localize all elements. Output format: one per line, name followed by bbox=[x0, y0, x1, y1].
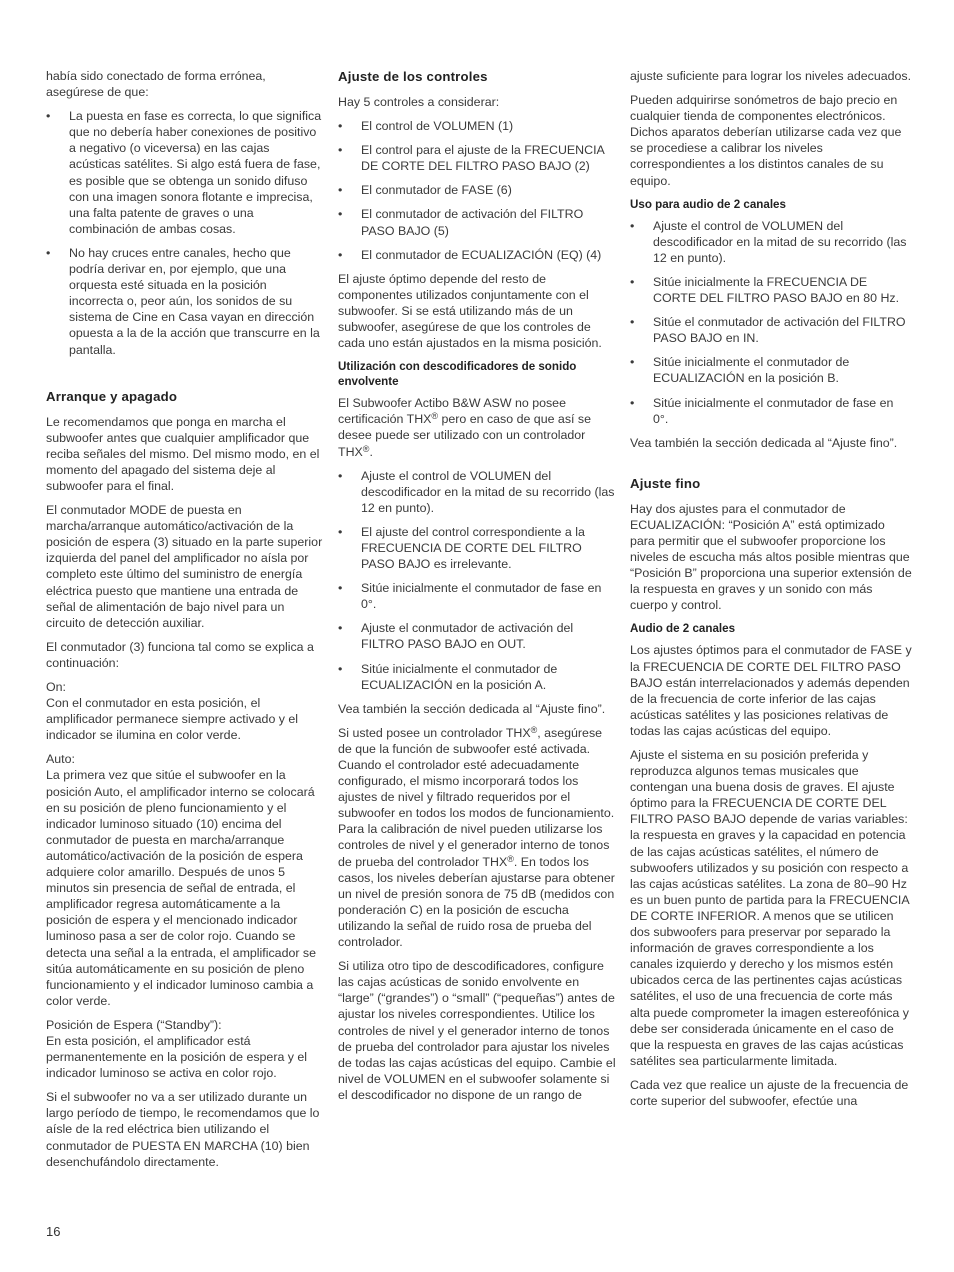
list-item: • La puesta en fase es correcta, lo que significa que no debería haber conexiones de positivo a negativo (o viceversa) en las cajas acústicas satélites. Si algo está fuera de fase, es posible que se obtenga un sonido difuso con una imagen sonora flotante e imprecisa, una falta patente de graves o una combinación de ambas cosas. bbox=[46, 108, 324, 237]
list-item: • Ajuste el control de VOLUMEN del descodificador en la mitad de su recorrido (las 12 en punto). bbox=[630, 218, 912, 266]
list-item: • El ajuste del control correspondiente a la FRECUENCIA DE CORTE DEL FILTRO PASO BAJO es irrelevante. bbox=[338, 524, 616, 572]
paragraph: Cada vez que realice un ajuste de la frecuencia de corte superior del subwoofer, efectúe una bbox=[630, 1077, 909, 1108]
list-item: • El control para el ajuste de la FRECUENCIA DE CORTE DEL FILTRO PASO BAJO (2) bbox=[338, 142, 616, 174]
mode-standby bbox=[46, 1017, 324, 1081]
registered-mark: ® bbox=[431, 411, 439, 422]
thx-list bbox=[338, 468, 616, 693]
paragraph: El ajuste óptimo depende del resto de componentes utilizados conjuntamente con el subwoofer. Si se está utilizando más de un subwoofer, asegúrese de que los controles de cada uno están ajustados en la misma posición. bbox=[338, 271, 602, 351]
paragraph: Si el subwoofer no va a ser utilizado durante un largo período de tiempo, le recomendamos que lo aísle de la red eléctrica bien utilizando el conmutador de PUESTA EN MARCHA (10) bien desenchufándolo directamente. bbox=[46, 1090, 320, 1169]
mode-auto bbox=[46, 751, 324, 1009]
registered-mark: ® bbox=[362, 443, 370, 454]
paragraph: El conmutador MODE de puesta en marcha/arranque automático/activación de la posición de espera (3) situado en la parte superior izquierda del panel del amplificador no aísla por completo este último del suministro de energía eléctrica puesto que mantiene una entrada de señal de alimentación de bajo nivel para un circuito de detección auxiliar. bbox=[46, 503, 323, 630]
heading-arranque: Arranque y apagado bbox=[46, 388, 178, 404]
list-item: • Sitúe inicialmente el conmutador de ECUALIZACIÓN en la posición A. bbox=[338, 661, 616, 693]
list-item: • Sitúe inicialmente la FRECUENCIA DE CORTE DEL FILTRO PASO BAJO en 80 Hz. bbox=[630, 274, 912, 306]
list-item: • No hay cruces entre canales, hecho que podría derivar en, por ejemplo, que una orquesta esté situada en la posición incorrecta o, peor aún, los sonidos de su sistema de Cine en Casa vayan en dirección opuesta a la de la acción que transcurre en la pantalla. bbox=[46, 245, 324, 358]
mode-standby-text: En esta posición, el amplificador está permanentemente en la posición de espera y el indicador luminoso se activa en color rojo. bbox=[46, 1033, 308, 1081]
mode-on-label: On: bbox=[46, 680, 66, 694]
list-item: • Sitúe inicialmente el conmutador de fase en 0°. bbox=[630, 395, 912, 427]
check-list bbox=[46, 108, 324, 357]
mode-on-text: Con el conmutador en esta posición, el amplificador permanece siempre activado y el indicador se ilumina en color verde. bbox=[46, 696, 299, 743]
paragraph-intro: había sido conectado de forma errónea, asegúrese de que: bbox=[46, 69, 266, 100]
list-item: • El control de VOLUMEN (1) bbox=[338, 118, 616, 134]
two-channel-list bbox=[630, 218, 912, 427]
paragraph: Le recomendamos que ponga en marcha el subwoofer antes que cualquier amplificador que reciba señales del mismo. Del mismo modo, en el momento del apagado del sistema deje al subwoofer para el final. bbox=[46, 414, 320, 493]
list-item: • Sitúe el conmutador de activación del FILTRO PASO BAJO en IN. bbox=[630, 314, 912, 346]
paragraph: Vea también la sección dedicada al “Ajuste fino”. bbox=[338, 701, 606, 716]
mode-auto-text: La primera vez que sitúe el subwoofer en la posición Auto, el amplificador interno se colocará en su posición de pleno funcionamiento y el indicador luminoso situado (10) encima del conmutador de puesta en marcha/arranque automático/activación de la posición de espera adquiere color amarillo. Después de unos 5 minutos sin presencia de señal de entrada, el amplificador regresa automáticamente a la posición de espera y el mencionado indicador luminoso pasa a ser de color rojo. Cuando se detecta una señal a la entrada, el amplificador se sitúa automáticamente en su posición de pleno funcionamiento y el indicador luminoso cambia a color verde. bbox=[46, 768, 317, 1008]
registered-mark: ® bbox=[530, 724, 538, 735]
paragraph: Hay dos ajustes para el conmutador de ECUALIZACIÓN: “Posición A” está optimizado para permitir que el subwoofer proporcione los niveles de escucha más altos posible mientras que “Posición B” proporciona una superior extensión de la respuesta en graves y un sonido con más cuerpo y control. bbox=[630, 501, 912, 613]
list-item: • El conmutador de activación del FILTRO PASO BAJO (5) bbox=[338, 206, 616, 238]
list-item: • Ajuste el conmutador de activación del FILTRO PASO BAJO en OUT. bbox=[338, 620, 616, 652]
heading-ajuste-fino: Ajuste fino bbox=[630, 475, 701, 491]
list-item: • El conmutador de FASE (6) bbox=[338, 182, 616, 198]
mode-standby-label: Posición de Espera (“Standby”): bbox=[46, 1017, 222, 1032]
list-item: • El conmutador de ECUALIZACIÓN (EQ) (4) bbox=[338, 247, 616, 263]
mode-on bbox=[46, 679, 324, 743]
paragraph: Hay 5 controles a considerar: bbox=[338, 95, 500, 109]
column-1 bbox=[46, 68, 324, 1178]
list-item: • Sitúe inicialmente el conmutador de fase en 0°. bbox=[338, 580, 616, 612]
paragraph-thx-controller: Si usted posee un controlador THX®, asegúrese de que la función de subwoofer esté activada. Cuando el controlador esté adecuadamente configurado, el mismo incorporará todos los ajustes de nivel y filtrado requeridos por el subwoofer en todos los modos de funcionamiento. Para la calibración de nivel pueden utilizarse los controles de nivel y el generador interno de tonos de prueba del controlador THX®. En todos los casos, los niveles deberían ajustarse para obtener un nivel de presión sonora de 75 dB (medidos con ponderación C) en la posición de escucha utilizando la señal de ruido rosa de prueba del controlador. bbox=[338, 724, 615, 950]
paragraph: Vea también la sección dedicada al “Ajuste fino”. bbox=[630, 435, 898, 450]
paragraph-thx: El Subwoofer Actibo B&W ASW no posee certificación THX® pero en caso de que así se desee puede ser utilizado con un controlador THX®. bbox=[338, 396, 591, 459]
column-2 bbox=[338, 68, 616, 1111]
paragraph: Ajuste el sistema en su posición preferida y reproduzca algunos temas musicales que contengan una buena dosis de graves. El ajuste óptimo para la FRECUENCIA DE CORTE DEL FILTRO PASO BAJO depende de varias variables: la respuesta en graves y la capacidad en potencia de las cajas acústicas satélites, el número de subwoofers utilizados y su posición con respecto a las cajas acústicas satélites. La zona de 80–90 Hz es un buen punto de partida para la FRECUENCIA DE CORTE INFERIOR. A menos que se utilicen dos subwoofers para preservar por separado la información de graves correspondiente a los canales izquierdo y derecho y los mismos estén ubicados cerca de las pertinentes cajas acústicas satélites, el uso de una frecuencia de corte más alta puede comprometer la imagen estereofónica y debe ser considerada únicamente en el caso de que la respuesta en graves de las cajas acústicas satélites sea particularmente limitada. bbox=[630, 748, 909, 1068]
column-3 bbox=[630, 68, 912, 1117]
subheading-uso-2-canales: Uso para audio de 2 canales bbox=[630, 197, 786, 211]
heading-ajuste-controles: Ajuste de los controles bbox=[338, 69, 488, 84]
paragraph: ajuste suficiente para lograr los niveles adecuados. bbox=[630, 69, 912, 83]
list-item: • Sitúe inicialmente el conmutador de ECUALIZACIÓN en la posición B. bbox=[630, 354, 912, 386]
paragraph: Si utiliza otro tipo de descodificadores, configure las cajas acústicas de sonido envolvente en “large” (“grandes”) o “small” (“pequeñas”) antes de ajustar los niveles correspondientes. Utilice los controles de nivel y el generador interno de tonos de prueba del controlador para ajustar los niveles de todas las cajas acústicas del equipo. Cambie el nivel de VOLUMEN en el subwoofer solamente si el descodificador no dispone de un rango de bbox=[338, 959, 616, 1102]
paragraph: Los ajustes óptimos para el conmutador de FASE y la FRECUENCIA DE CORTE DEL FILTRO PASO BAJO están interrelacionados y además dependen de la frecuencia de corte inferior de las cajas acústicas satélites y las posiciones relativas de todas las cajas acústicas del equipo. bbox=[630, 643, 912, 738]
paragraph: El conmutador (3) funciona tal como se explica a continuación: bbox=[46, 639, 314, 670]
paragraph: Pueden adquirirse sonómetros de bajo precio en cualquier tienda de componentes electrónicos. Dichos aparatos deberían utilizarse cada vez que se procediese a calibrar los niveles correspondientes a los distintos canales de su equipo. bbox=[630, 93, 902, 188]
controls-list bbox=[338, 118, 616, 263]
mode-auto-label: Auto: bbox=[46, 752, 75, 767]
list-item: • Ajuste el control de VOLUMEN del descodificador en la mitad de su recorrido (las 12 en punto). bbox=[338, 468, 616, 516]
subheading-descodificadores: Utilización con descodificadores de sonido envolvente bbox=[338, 360, 577, 389]
page-number: 16 bbox=[46, 1224, 61, 1239]
subheading-audio-2-canales: Audio de 2 canales bbox=[630, 622, 736, 636]
registered-mark: ® bbox=[507, 853, 514, 864]
